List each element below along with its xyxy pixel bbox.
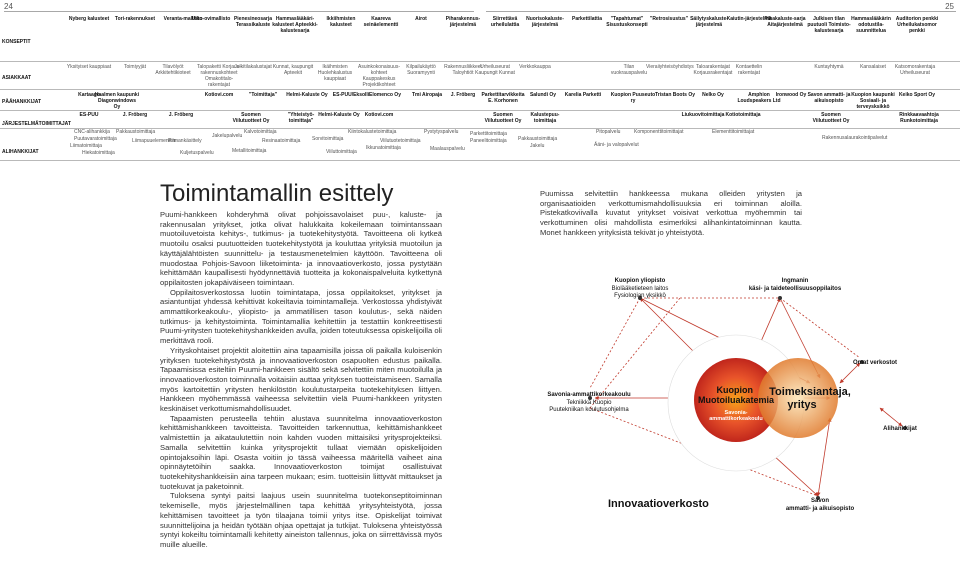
customer-label: Katsomorakentaja Urheiluseurat — [894, 64, 936, 76]
subcontractor-label: Paneelitoimittaja — [470, 138, 507, 144]
subcontractor-label: Jakelupalvelu — [212, 133, 243, 139]
subcontractor-label: Pystytyspalvelu — [424, 129, 459, 135]
concept-label: Tori-rakennukset — [114, 16, 156, 22]
main-contractor-label: Karelia Parketti — [564, 92, 602, 98]
article-title: Toimintamallin esittely — [160, 180, 394, 207]
row-label-jarjestelmatoimittajat: JÄRJESTELMÄTOIMITTAJAT — [2, 121, 71, 127]
node-title: Alihankkijat — [883, 426, 917, 432]
node-title: Omat verkostot — [852, 360, 897, 366]
node-title: Ingmanin — [781, 278, 809, 284]
system-supplier-label: Suomen Viilutuotteet Oy — [232, 112, 270, 124]
subcontractor-label: Maalauspalvelu — [430, 146, 465, 152]
concept-label: "Retrosisustus" — [649, 16, 689, 22]
customer-label: Rakennusliikkeet Taloyhtiöt — [444, 64, 482, 76]
concept-label: Pienesineosarja Terassikaluste — [233, 16, 273, 28]
customer-label: Toimiyyjät — [124, 64, 146, 70]
subcontractor-label: Puutavaratoimittaja — [74, 136, 117, 142]
row-label-konseptit: KONSEPTIT — [2, 39, 31, 45]
main-contractor-label: Kuopion Puuseuto ry — [610, 92, 656, 104]
article-column-2 — [540, 189, 802, 238]
system-supplier-label: Kalustepuu-toimittaja — [530, 112, 560, 124]
concept-label: Veranta-mallisto — [163, 16, 203, 22]
customer-label: Vieraiiyhteisöyhdistys — [646, 64, 694, 70]
system-supplier-label: Rinkkaavaahtoja Runkotoimittaja — [899, 112, 939, 124]
concept-label: Parkettilattia — [571, 16, 602, 22]
subcontractor-label: Pinnankäsittely — [168, 138, 202, 144]
node-title: Savonia-ammattikorkeakoulu — [547, 392, 631, 398]
concept-label: Siirrettävä urheilulattia — [490, 16, 520, 28]
customer-label: Urheiluseurat Kaupungit Kunnat — [475, 64, 515, 76]
system-supplier-label: ES-PUU — [79, 112, 99, 118]
main-contractor-label: Savon ammatti- ja aikuisopisto — [807, 92, 851, 104]
node-savonia — [534, 392, 644, 415]
concept-label: Nuorisokaluste-järjestelmä — [526, 16, 564, 28]
paragraph: Tapaamisten perusteella tehtiin alustava suunnitelma innovaatioverkoston kehittämishankkeen tavoitteista. Tavoitteiden tarkennuttua, kehittämishankkeet valmistettiin ja aikataulutettiin noin kahden vuoden mittaisiksi yritysprojekteiksi. Samalla selvitettiin kuinka yritysprojektit tullaat viemään opiskelijoiden opintojaksoihin läpi. Osasta voitiin jo tässä vaiheessa määritellä vaiheet aina opinnäytetöihin saakka. Innovaatioverkoston toimijat osallistuivat tuotekehityshankkeisiin aina tarpeen mukaan; esim. tuotteisiin liittyvät mittaukset ja tuotekuvat ja paketoinnit. — [160, 413, 442, 491]
main-contractor-label: Kotiovi.com — [204, 92, 234, 98]
system-supplier-label: Kotiotoimittaja — [725, 112, 761, 118]
main-contractor-label: Tristan Boots Oy — [654, 92, 695, 98]
subcontractor-label: Hiekatoimittaja — [82, 150, 115, 156]
customer-label: Taloarakentajat Korjausrakentajat — [693, 64, 733, 76]
row-label-asiakkaat: ASIAKKAAT — [2, 75, 32, 81]
network-diagram — [530, 258, 960, 584]
customer-label: Kunnat, kaupungit Apteekit — [272, 64, 314, 76]
article-column-1 — [160, 210, 442, 582]
customer-label: Kilpailukäyttö Suoramyynti — [406, 64, 436, 76]
subcontractor-label: Ikkunatoimittaja — [366, 145, 401, 151]
row-rule — [0, 61, 960, 62]
paragraph: Puumi-hankkeen kohderyhmä olivat pohjoissavolaiset puu-, kaluste- ja rakennusalan yritykset, jotka olivat halukkaita kokeilemaan toimintanssaan muotoiluvetoista kehitys-, tutkimus- ja tuotekehitystyötä. Tavoitteena oli kytkeä muotoilu osaksi puutuotteiden tuotekehitystyötä ja kouluttaa yrityksiä muotoilun ja käyttäjälähtöisten suunnittelu- ja testausmenetelmien käyttöön. Tavoitteena oli muodostaa Pohjois-Savoon liiketoiminta- ja innovaatioverkosto, jossa pystytään kehittämään kaupallisesti hyödynnettäviä tuotteita ja kokonaispalveluita kytkettynä oppilaitosten jokapäiväiseen toimintaan. — [160, 210, 442, 287]
customer-label: Verkkokauppa — [519, 64, 551, 70]
row-rule — [0, 89, 960, 90]
node-sub: Biolääketieteen laitos — [611, 285, 669, 292]
concept-label: Säilytyskaluste-järjestelmä — [690, 16, 728, 28]
customer-label: Talopaketti Korjaus-rakennuskohteet Omakotitalo-rakentajat — [197, 64, 241, 88]
subcontractor-label: Rakennusalaurakointipalvelut — [822, 135, 888, 141]
subcontractor-label: Sorvitoimittaja — [312, 136, 344, 142]
subcontractor-label: Pakkaustoimittaja — [116, 129, 156, 135]
concept-label: Piharakennus-järjestelmä — [445, 16, 481, 28]
main-contractor-label: Salundi Oy — [529, 92, 557, 98]
concept-label: Nyberg kalusteet — [68, 16, 110, 22]
customer-label: Tilavölyöt Arkkitehtikioteet — [155, 64, 191, 76]
subcontractor-label: Liimapuuelementtiin — [132, 138, 177, 144]
subcontractor-label: Metallitoimittaja — [232, 148, 267, 154]
subcontractor-label: Viiluttoimittaja — [326, 149, 357, 155]
main-contractor-label: Nelko Oy — [702, 92, 724, 98]
concept-label: Kaiutin-järjestelmä — [726, 16, 772, 22]
page-number-right: 25 — [945, 2, 954, 11]
main-contractor-label: Kuopion kaupunki Sosiaali- ja terveysksikkö — [851, 92, 895, 110]
concept-label: Auditorion penkki Urheilukatsomor penkki — [895, 16, 939, 34]
concept-label: Hammaslääkärin odotustila-suunnittelua — [851, 16, 891, 34]
paragraph: Puumissa selvitettiin hankkeessa mukana olleiden yritysten ja organisaatioiden verkottumismahdollisuuksia eri toiminnan aloilla. Pistekatkoviivalla kuvatut yritykset voisivat verkottua myöhemmin tai verkottuminen olisi mahdollista esimerkiksi alihankintatoiminnan kautta. Monet hankkeen yrityksistä tekivät jo yhteistyötä. — [540, 189, 802, 237]
subcontractor-label: Pakkaustoimittaja — [518, 136, 558, 142]
concept-label: Airot — [415, 16, 427, 22]
main-contractor-label: Keiko Sport Oy — [898, 92, 936, 98]
concept-label: Kaareva seinäelementti — [363, 16, 399, 28]
node-savon-aikuisopisto — [770, 498, 870, 513]
subcontractor-label: Kiintokalustetoimittaja — [348, 129, 397, 135]
customer-label: Kuntayhtymä — [814, 64, 844, 70]
customer-label: Asuinkokonaisuus-kohteet Kauppakeskus Projektikohteet — [358, 64, 400, 88]
system-supplier-label: Helmi-Kaluste Oy — [318, 112, 360, 118]
node-omat-verkostot — [830, 360, 920, 368]
node-title: Savon — [810, 498, 829, 504]
node-innovaatioverkosto: Innovaatioverkosto — [608, 498, 709, 510]
paragraph: Oppilaitosverkostossa luotiin toimintatapa, jossa oppilaitokset, yritykset ja asiantuntijat yhdessä kehittivät kokeiltavia toimintamalleja. Verkostossa yhdistyivät ammattikorkeakoulu-, yliopisto- ja ammatillisen tason koulutus-, sekä näiden tutkimus- ja kehitystoiminta. Toimintamallia kehitettiin ja testattiin konkreettisesti Puumi-yritysten tuotekehityshankkeiden avulla, joiden toteutuksessa opiskelijoilla oli merkittävä rooli. — [160, 287, 442, 346]
node-sub: Tekniikka Kuopio — [566, 399, 612, 406]
concept-label: Pihakaluste-sarja Aitajärjestelmä — [764, 16, 806, 28]
main-contractor-label: ES-PUU/Eksolli — [332, 92, 370, 98]
subcontractor-label: Jakelu — [530, 143, 545, 149]
system-supplier-label: J. Fröberg — [168, 112, 194, 118]
system-supplier-label: Kotiovi.com — [364, 112, 394, 118]
main-contractor-label: Haalmen kaupunki Diagonwindows Oy — [94, 92, 140, 110]
concept-label: "Tapahtumat" Sisustuskonsepti — [606, 16, 648, 28]
system-supplier-label: Liukuovitoimittaja — [681, 112, 725, 118]
subcontractor-label: Ääni- ja valopalvelut — [594, 142, 639, 148]
node-sub: ammatti- ja aikuisopisto — [785, 505, 855, 512]
center-title-1: Kuopion — [716, 385, 753, 395]
subcontractor-label: Viilutuotetoimittaja — [380, 138, 421, 144]
main-contractor-label: "Toimittaja" — [249, 92, 277, 98]
main-contractor-label: Elomenco Oy — [369, 92, 401, 98]
subcontractor-label: Kuljetuspalvelu — [180, 150, 214, 156]
subcontractor-label: CNC-alihankkija — [74, 129, 110, 135]
top-rule-right — [486, 11, 956, 12]
paragraph: Yrityskohtaiset projektit aloitettiin aina tapaamisilla joissa oli paikalla kuloisenkin yrityksen tuotekehitystyöstä ja innovaatioverkoston osapuolten edustus paikalla. Tapaamisissa esiteltiin Puumi-hankkeen sisältö sekä selvitettiin miten muotoilulla ja innovaatioverkoston toiminnalla voitaisiin auttaa yrityksen tuotteistamiseen. Samalla myös kartoitettiin yritysten henkilöstön koulutustarpeita tuotekehityksen liittyen. Hankkeen myöhemmässä vaiheessa selvitettiin vielä Puumi-hankkeen yritysten keskinäiset verkottumismahdollisuudet. — [160, 345, 442, 414]
customer-label: Yksityiset kauppiaat — [66, 64, 112, 70]
main-contractor-label: J. Fröberg — [450, 92, 476, 98]
subcontractor-label: Liimatoimittaja — [70, 143, 102, 149]
system-supplier-label: J. Fröberg — [122, 112, 148, 118]
paragraph: Tuloksena syntyi paitsi laajuus usein suunnitelma tuotekonseptitoiminnan tekemiselle, myös järjestelmällinen tapa kehittää yritysyhteistyötä, jossa kehittämisen tavoitteet ja työn tilaajana toimii yritys itse. Opiskelijat toimivat suunnittelijoina ja heidän työtään ohjaa opettajat ja tutkijat. Tuloksena yhteistyössä syntyi kokeiltu toimintamalli kehitetty aineiston tallennus, joka on siirrettävissä myös muille alueille. — [160, 491, 442, 549]
subcontractor-label: Elementtitoimittajat — [712, 129, 755, 135]
system-supplier-label: Suomen Viilutuotteet Oy — [812, 112, 850, 124]
node-sub: käsi- ja taideteollisuusoppilaitos — [748, 285, 842, 292]
right-title: Toimeksiantaja, yritys — [769, 386, 851, 411]
center-subtitle: Savonia-ammattikorkeakoulu — [709, 410, 763, 422]
customer-label: Kontaettelin rakentajat — [735, 64, 763, 76]
system-supplier-label: "Yhteistyö-toimittaja" — [287, 112, 315, 124]
subcontractor-label: Resinaatoimittaja — [262, 138, 301, 144]
subcontractor-label: Kalvotoimittaja — [244, 129, 277, 135]
main-contractor-label: Tmi Airopaja — [411, 92, 443, 98]
node-ingmanin — [730, 278, 860, 293]
node-sub: Puutekniikan koulutusohjelma — [549, 407, 629, 413]
row-label-alihankkijat: ALIHANKKIJAT — [2, 149, 39, 155]
row-rule — [0, 160, 960, 161]
subcontractor-label: Pitopalvelu — [596, 129, 621, 135]
row-label-paahankkijat: PÄÄHANKKIJAT — [2, 99, 42, 105]
customer-label: Kansalaiset — [860, 64, 886, 70]
center-title-2: Muotoiluakatemia — [697, 395, 775, 405]
customer-label: Julkitilakalustajat — [234, 64, 272, 70]
concept-label: Ikkiihmisten kalusteet — [326, 16, 356, 28]
customer-label: Tilan vuokrauspalvelu — [610, 64, 648, 76]
node-kuopion-yliopisto — [590, 278, 690, 301]
system-supplier-label: Suomen Viilutuotteet Oy — [484, 112, 522, 124]
main-contractor-label: Helmi-Kaluste Oy — [286, 92, 328, 98]
main-contractor-label: Parkettitarvikkeita E. Korhonen — [481, 92, 525, 104]
main-contractor-label: Ironwood Oy — [775, 92, 807, 98]
page-number-left: 24 — [4, 2, 13, 11]
main-contractor-label: Amphion Loudspeakers Ltd — [737, 92, 781, 104]
row-rule — [0, 110, 960, 111]
concept-label: Ulko-ovimallisto — [191, 16, 231, 22]
concept-label: Hammaslääkäri-kalusteet Apteekki-kalustesarja — [272, 16, 318, 34]
concept-label: Julkisen tilan puutuoli Toimisto-kalustesarja — [807, 16, 851, 34]
node-title: Kuopion yliopisto — [614, 278, 666, 284]
node-sub: Fysiologian yksikkö — [614, 293, 666, 299]
main-contractor-label: Kartaago — [78, 92, 100, 98]
subcontractor-label: Parkettitoimittaja — [470, 131, 507, 137]
top-rule-left — [4, 11, 474, 12]
node-alihankkijat — [870, 426, 930, 434]
subcontractor-label: Komponenttitoimittajat — [634, 129, 684, 135]
customer-label: Ikäihmisten Huolehkalustus kauppiaat — [317, 64, 353, 82]
